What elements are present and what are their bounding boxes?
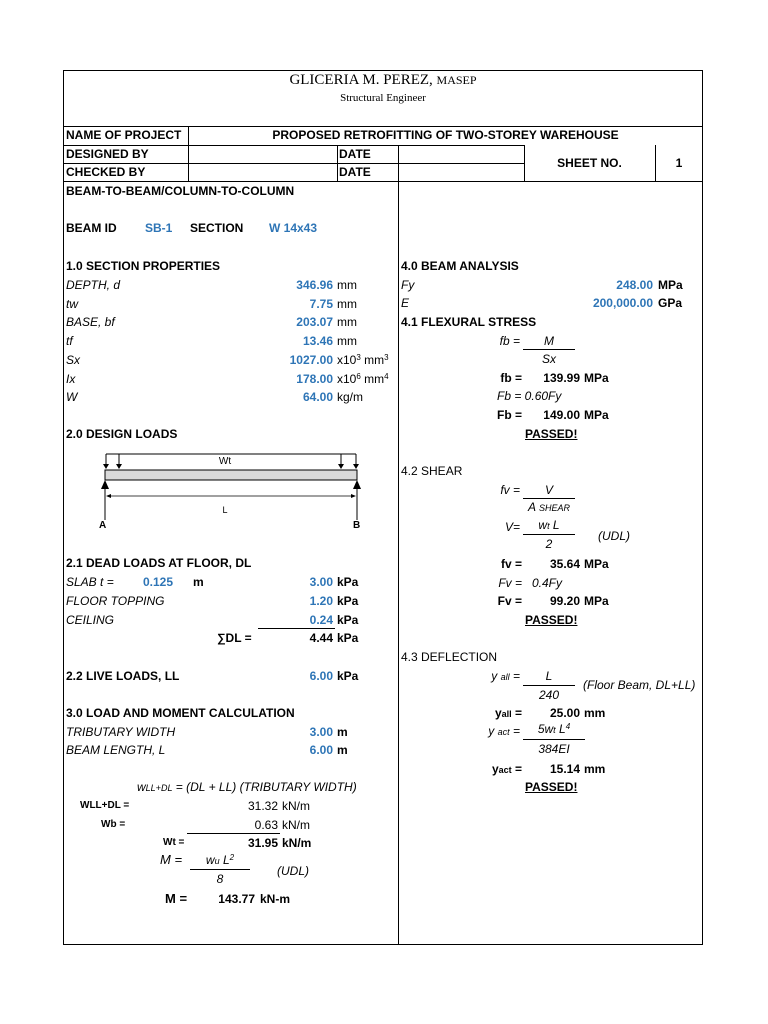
m-num-sub: u xyxy=(214,856,220,866)
fv-formula-den xyxy=(523,500,575,515)
yact-lhs: y xyxy=(488,724,495,738)
beam-shape xyxy=(105,470,357,480)
engineer-role: Structural Engineer xyxy=(340,92,426,104)
yact-formula-num xyxy=(523,722,585,737)
kpa-unit: kPa xyxy=(337,669,359,683)
m-num2: L xyxy=(219,853,230,867)
property-label: Ix xyxy=(66,371,76,386)
e-label: E xyxy=(401,296,410,310)
kpa-unit: kPa xyxy=(337,631,359,645)
m-unit: m xyxy=(337,743,348,757)
property-value: 64.00 xyxy=(302,390,333,405)
analysis-heading: 4.0 BEAM ANALYSIS xyxy=(401,259,519,273)
property-unit xyxy=(337,372,389,386)
property-label: Sx xyxy=(66,352,81,367)
section-value: W 14x43 xyxy=(269,221,318,235)
wb-label: Wb = xyxy=(101,819,126,830)
yall-formula-lhs xyxy=(460,669,520,684)
v-num-sub: t xyxy=(547,521,550,531)
fy-value: 248.00 xyxy=(616,278,653,292)
wll-value: 31.32 xyxy=(247,799,278,813)
designed-label: DESIGNED BY xyxy=(66,147,149,161)
yall-eq: = xyxy=(512,669,520,683)
e-value: 200,000.00 xyxy=(592,296,653,310)
mpa-unit: MPa xyxy=(584,408,609,422)
sum-dl-label: ∑DL = xyxy=(217,631,252,645)
m-value: 143.77 xyxy=(218,892,255,906)
property-value: 178.00 xyxy=(296,371,333,386)
live-loads-value: 6.00 xyxy=(309,669,333,683)
m-formula-num xyxy=(190,853,250,868)
deflection-heading: 4.3 DEFLECTION xyxy=(401,650,498,664)
project-label: NAME OF PROJECT xyxy=(66,128,182,142)
formula-rhs: = (DL + LL) (TRIBUTARY WIDTH) xyxy=(175,780,357,794)
checked-label: CHECKED BY xyxy=(66,165,146,179)
trib-value: 3.00 xyxy=(309,725,333,739)
divider xyxy=(63,181,703,182)
engineer-name xyxy=(63,71,703,89)
flexural-heading: 4.1 FLEXURAL STRESS xyxy=(401,315,537,329)
engineer-suffix: MASEP xyxy=(436,73,477,87)
unit-text: mm xyxy=(337,278,357,292)
load-moment-heading: 3.0 LOAD AND MOMENT CALCULATION xyxy=(66,706,295,720)
sum-line xyxy=(187,833,280,834)
fb-formula-num: M xyxy=(544,334,554,348)
unit-text: kg/m xyxy=(337,390,364,405)
dead-loads-heading: 2.1 DEAD LOADS AT FLOOR, DL xyxy=(66,556,252,570)
property-label: BASE, bf xyxy=(66,315,115,330)
unit-exp: 3 xyxy=(356,352,361,362)
yact-label-eq: = xyxy=(514,762,522,776)
yact-num: 5w xyxy=(537,722,554,736)
m-formula-udl: (UDL) xyxy=(277,864,309,878)
unit-text: x10 xyxy=(337,371,357,386)
length-label: BEAM LENGTH, L xyxy=(66,743,166,757)
mpa-unit: MPa xyxy=(584,557,609,571)
yall-formula-den: 240 xyxy=(538,688,560,702)
property-unit xyxy=(337,297,357,311)
ceiling-label: CEILING xyxy=(66,613,115,627)
property-unit xyxy=(337,278,357,292)
m-num: w xyxy=(205,853,215,867)
diagram-l: L xyxy=(222,505,228,515)
mpa-unit: MPa xyxy=(658,278,683,292)
v-num: w xyxy=(538,518,548,532)
beam-id-value: SB-1 xyxy=(145,221,173,235)
trib-label: TRIBUTARY WIDTH xyxy=(66,725,176,739)
topping-value: 1.20 xyxy=(309,594,333,608)
property-unit xyxy=(337,334,357,348)
mpa-unit: MPa xyxy=(584,371,609,385)
beam-id-label: BEAM ID xyxy=(66,221,117,235)
Fb-equation: Fb = 0.60Fy xyxy=(497,389,562,403)
v-formula-den: 2 xyxy=(545,537,553,551)
fraction-line xyxy=(523,739,585,740)
v-formula-lhs: V= xyxy=(504,520,520,534)
yact-label-y: y xyxy=(491,762,499,776)
divider xyxy=(398,145,399,945)
sheet-value: 1 xyxy=(675,156,683,170)
fv-label: fv = xyxy=(500,557,522,571)
diagram-wt: Wt xyxy=(218,456,232,467)
topping-label: FLOOR TOPPING xyxy=(66,594,165,608)
divider xyxy=(63,126,703,127)
yact-formula-den: 384EI xyxy=(538,742,570,756)
slab-t: 0.125 xyxy=(143,575,174,589)
m-unit: m xyxy=(337,725,348,739)
mm-unit: mm xyxy=(584,762,606,776)
yact-num-sub: t xyxy=(553,725,556,735)
kn-m-unit: kN-m xyxy=(260,892,291,906)
Fb-label: Fb = xyxy=(496,408,522,422)
yact-eq: = xyxy=(512,724,520,738)
section-props-heading: 1.0 SECTION PROPERTIES xyxy=(66,259,221,273)
divider xyxy=(63,145,524,146)
property-value: 7.75 xyxy=(309,296,333,311)
fraction-line xyxy=(523,498,575,499)
yact-value: 15.14 xyxy=(549,762,580,776)
yall-label-sub: all xyxy=(501,709,512,719)
fb-value: 139.99 xyxy=(543,371,580,385)
yall-label-eq: = xyxy=(514,706,522,720)
property-unit xyxy=(337,390,363,404)
property-value: 13.46 xyxy=(302,334,333,349)
section-label: SECTION xyxy=(190,221,244,235)
divider xyxy=(63,163,524,164)
length-value: 6.00 xyxy=(309,743,333,757)
yall-formula-num: L xyxy=(545,669,553,683)
wb-value: 0.63 xyxy=(254,818,278,832)
date-label: DATE xyxy=(339,147,371,161)
fv-formula-num: V xyxy=(544,483,553,497)
unit-text: mm xyxy=(337,296,357,311)
fraction-line xyxy=(190,869,250,870)
formula-lhs-sub: LL+DL xyxy=(145,783,173,793)
fv-den-sub: SHEAR xyxy=(538,503,570,513)
kpa-unit: kPa xyxy=(337,594,359,608)
yall-note: (Floor Beam, DL+LL) xyxy=(583,678,696,692)
property-unit xyxy=(337,315,357,329)
live-loads-heading: 2.2 LIVE LOADS, LL xyxy=(66,669,180,683)
Fv-eq-label: Fv = xyxy=(498,576,522,590)
kn-m-unit: kN/m xyxy=(282,836,312,850)
kn-m-unit: kN/m xyxy=(282,818,310,832)
ceiling-value: 0.24 xyxy=(309,613,333,627)
Fb-value: 149.00 xyxy=(543,408,580,422)
unit-exp: 6 xyxy=(356,371,361,381)
date-label: DATE xyxy=(339,165,371,179)
design-loads-heading: 2.0 DESIGN LOADS xyxy=(66,427,178,441)
fraction-line xyxy=(523,349,575,350)
slab-label: SLAB t = xyxy=(66,575,114,589)
wll-formula xyxy=(137,780,357,795)
sum-dl-value: 4.44 xyxy=(309,631,333,645)
yall-lhs: y xyxy=(491,669,498,683)
m-label: M = xyxy=(165,891,188,906)
property-value: 1027.00 xyxy=(289,352,333,367)
yact-num2: L xyxy=(559,722,566,736)
unit-text: mm xyxy=(337,334,357,349)
yall-label xyxy=(460,706,522,721)
m-formula-lhs: M = xyxy=(160,852,183,867)
engineer-name-text: GLICERIA M. PEREZ, xyxy=(289,72,433,88)
v-formula-num xyxy=(523,518,575,533)
fb-formula-lhs: fb = xyxy=(499,334,520,348)
fb-label: fb = xyxy=(500,371,522,385)
wt-value: 31.95 xyxy=(247,836,278,850)
m-formula-den: 8 xyxy=(216,872,224,886)
wt-label: Wt = xyxy=(163,837,185,848)
diagram-a: A xyxy=(99,520,107,531)
shear-heading: 4.2 SHEAR xyxy=(401,464,463,478)
property-label: tw xyxy=(66,296,78,311)
yact-label-sub: act xyxy=(498,765,512,775)
shear-status: PASSED! xyxy=(525,613,578,627)
formula-lhs: w xyxy=(137,780,146,794)
yall-label-y: y xyxy=(494,706,502,720)
fv-value: 35.64 xyxy=(549,557,580,571)
v-formula-udl: (UDL) xyxy=(598,529,630,543)
sheet-title: BEAM-TO-BEAM/COLUMN-TO-COLUMN xyxy=(66,184,295,198)
diagram-b: B xyxy=(353,520,361,531)
yact-num-exp: 4 xyxy=(565,722,571,731)
unit-text: mm xyxy=(360,352,385,367)
Fv-value: 99.20 xyxy=(549,594,580,608)
unit-text: x10 xyxy=(337,352,357,367)
fv-formula-lhs: fv = xyxy=(500,483,520,497)
unit-text: mm xyxy=(337,315,357,330)
fv-den: A xyxy=(528,500,536,514)
property-label: DEPTH, d xyxy=(66,278,121,292)
fb-formula-den: Sx xyxy=(541,352,556,366)
gpa-unit: GPa xyxy=(658,296,683,310)
unit-exp: 4 xyxy=(384,371,389,381)
deflection-status: PASSED! xyxy=(525,780,578,794)
unit-text: mm xyxy=(360,371,385,386)
property-unit xyxy=(337,353,389,367)
mm-unit: mm xyxy=(584,706,606,720)
property-label: tf xyxy=(66,334,73,349)
kpa-unit: kPa xyxy=(337,575,359,589)
yact-label xyxy=(460,762,522,777)
v-num2: L xyxy=(549,518,560,532)
unit-exp: 3 xyxy=(384,352,389,362)
property-value: 346.96 xyxy=(296,278,333,292)
yact-formula-lhs xyxy=(460,724,520,739)
Fv-eq-value: 0.4Fy xyxy=(532,576,563,590)
kn-m-unit: kN/m xyxy=(282,799,310,813)
Fv-label: Fv = xyxy=(497,594,522,608)
slab-value: 3.00 xyxy=(309,575,333,589)
fraction-line xyxy=(523,534,575,535)
m-num-exp: 2 xyxy=(229,853,235,862)
sheet-label: SHEET NO. xyxy=(557,156,622,170)
mpa-unit: MPa xyxy=(584,594,609,608)
property-value: 203.07 xyxy=(296,315,333,330)
wll-label: WLL+DL = xyxy=(80,800,130,811)
yall-value: 25.00 xyxy=(549,706,580,720)
flexural-status: PASSED! xyxy=(525,427,578,441)
divider xyxy=(337,145,338,181)
property-label: W xyxy=(66,390,78,405)
fraction-line xyxy=(523,685,575,686)
sum-line xyxy=(258,628,335,629)
yall-lhs-sub: all xyxy=(500,672,510,682)
slab-unit: m xyxy=(193,575,204,589)
yact-lhs-sub: act xyxy=(497,727,510,737)
fy-label: Fy xyxy=(401,278,415,292)
project-value: PROPOSED RETROFITTING OF TWO-STOREY WAREHOUSE xyxy=(272,128,619,142)
kpa-unit: kPa xyxy=(337,613,359,627)
